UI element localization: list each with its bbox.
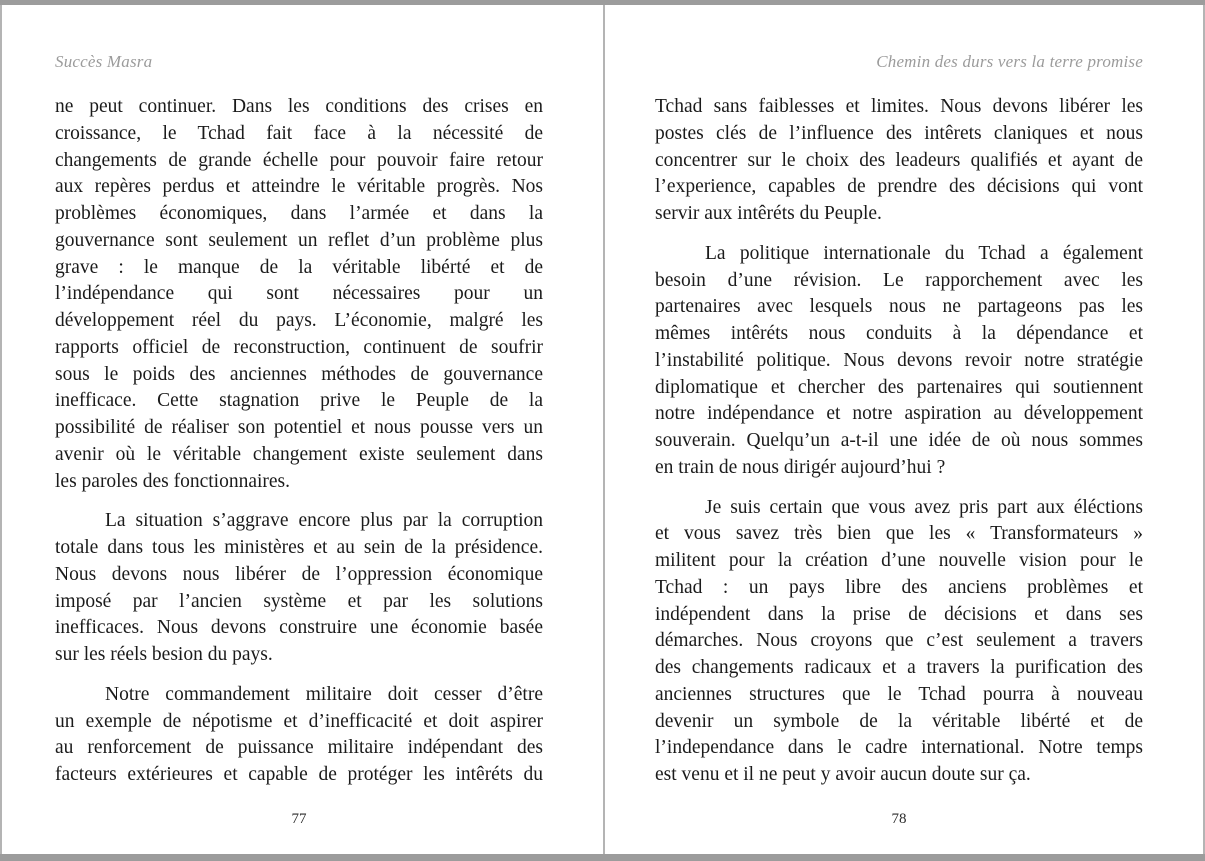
page-number-left: 77 xyxy=(291,811,307,827)
text-line: des changements radicaux et a travers la purification des xyxy=(655,657,1143,678)
text-line: devenir un symbole de la véritable libérté et de xyxy=(655,710,1143,732)
page-gutter-divider xyxy=(603,5,605,854)
text-line: l’instabilité politique. Nous devons revoir notre stratégie xyxy=(655,349,1143,371)
text-line: grave : le manque de la véritable libérté et de xyxy=(55,256,543,278)
text-line: La situation s’aggrave encore plus par la corruption xyxy=(105,510,543,532)
text-line: militent pour la création d’une nouvelle vision pour le xyxy=(655,550,1143,571)
text-line: anciennes structures que le Tchad pourra à nouveau xyxy=(655,683,1143,705)
text-line: au renforcement de puissance militaire indépendant des xyxy=(55,737,543,759)
text-line: croissance, le Tchad fait face à la nécessité de xyxy=(55,122,543,144)
page-right xyxy=(655,0,1143,861)
running-header-chapter-title: Chemin des durs vers la terre promise xyxy=(876,52,1143,71)
text-line: l’indépendance qui sont nécessaires pour un xyxy=(55,283,543,305)
text-line: Tchad : un pays libre des anciens problèmes et xyxy=(655,576,1143,598)
text-line: développement réel du pays. L’économie, malgré les xyxy=(55,310,543,331)
text-line: inefficaces. Nous devons construire une économie basée xyxy=(55,617,543,639)
paragraph xyxy=(655,495,1143,789)
paragraph xyxy=(55,94,543,495)
page-number-right: 78 xyxy=(891,811,907,827)
text-line: l’experience, capables de prendre des décisions qui vont xyxy=(655,176,1143,198)
text-line: sur les réels besion du pays. xyxy=(55,644,273,665)
text-line: notre indépendance et notre aspiration au développement xyxy=(655,403,1143,425)
text-line: rapports officiel de reconstruction, continuent de soufrir xyxy=(55,336,543,358)
text-line: imposé par l’ancien système et par les solutions xyxy=(55,590,543,612)
text-line: Tchad sans faiblesses et limites. Nous devons libérer les xyxy=(655,96,1143,117)
text-line: avenir où le véritable changement existe seulement dans xyxy=(55,443,543,465)
text-line: changements de grande échelle pour pouvoir faire retour xyxy=(55,149,543,171)
text-line: démarches. Nous croyons que c’est seulement a travers xyxy=(655,630,1143,652)
text-line: mêmes intêréts nous conduits à la dépendance et xyxy=(655,323,1143,344)
text-line: totale dans tous les ministères et au sein de la présidence. xyxy=(55,537,543,558)
text-line: concentrer sur le choix des leadeurs qualifiés et ayant de xyxy=(655,149,1143,171)
text-line: et vous savez très bien que les « Transformateurs » xyxy=(655,523,1143,545)
text-line: aux repères perdus et atteindre le véritable progrès. Nos xyxy=(55,176,543,198)
text-line: diplomatique et chercher des partenaires qui soutiennent xyxy=(655,376,1143,398)
text-line: sous le poids des anciennes méthodes de gouvernance xyxy=(55,363,543,385)
page-right-body xyxy=(655,94,1143,789)
text-line: facteurs extérieures et capable de protéger les intêréts du xyxy=(55,764,543,785)
text-line: Nous devons nous libérer de l’oppression économique xyxy=(55,563,543,585)
text-line: gouvernance sont seulement un reflet d’un problème plus xyxy=(55,229,543,251)
text-line: partenaires avec lesquels nous ne partageons pas les xyxy=(655,296,1143,318)
text-line: en train de nous dirigér aujourd’hui ? xyxy=(655,456,946,478)
text-line: besoin d’une révision. Le rapporchement avec les xyxy=(655,269,1143,291)
text-line: La politique internationale du Tchad a également xyxy=(705,242,1143,264)
text-line: servir aux intêréts du Peuple. xyxy=(655,203,882,224)
text-line: Je suis certain que vous avez pris part aux éléctions xyxy=(705,496,1143,518)
paragraph xyxy=(55,682,543,789)
paragraph xyxy=(55,508,543,669)
page-left xyxy=(55,0,543,861)
text-line: problèmes économiques, dans l’armée et dans la xyxy=(55,203,543,224)
text-line: ne peut continuer. Dans les conditions des crises en xyxy=(55,96,543,117)
text-line: possibilité de réaliser son potentiel et nous pousse vers un xyxy=(55,417,543,438)
text-line: un exemple de népotisme et d’inefficacité et doit aspirer xyxy=(55,710,543,732)
text-line: indépendent dans la prise de décisions et dans ses xyxy=(655,603,1143,625)
paragraph xyxy=(655,94,1143,228)
text-line: postes clés de l’influence des intêrets claniques et nous xyxy=(655,122,1143,144)
text-line: les paroles des fonctionnaires. xyxy=(55,470,291,492)
page-left-body xyxy=(55,94,543,789)
text-line: l’independance dans le cadre international. Notre temps xyxy=(655,737,1143,759)
running-header-author: Succès Masra xyxy=(55,52,153,71)
text-line: Notre commandement militaire doit cesser d’être xyxy=(105,683,543,705)
text-line: inefficace. Cette stagnation prive le Peuple de la xyxy=(55,390,543,412)
paragraph xyxy=(655,241,1143,482)
text-line: souverain. Quelqu’un a-t-il une idée de où nous sommes xyxy=(655,430,1143,451)
text-line: est venu et il ne peut y avoir aucun doute sur ça. xyxy=(655,764,1031,785)
left-page-edge xyxy=(0,5,2,854)
